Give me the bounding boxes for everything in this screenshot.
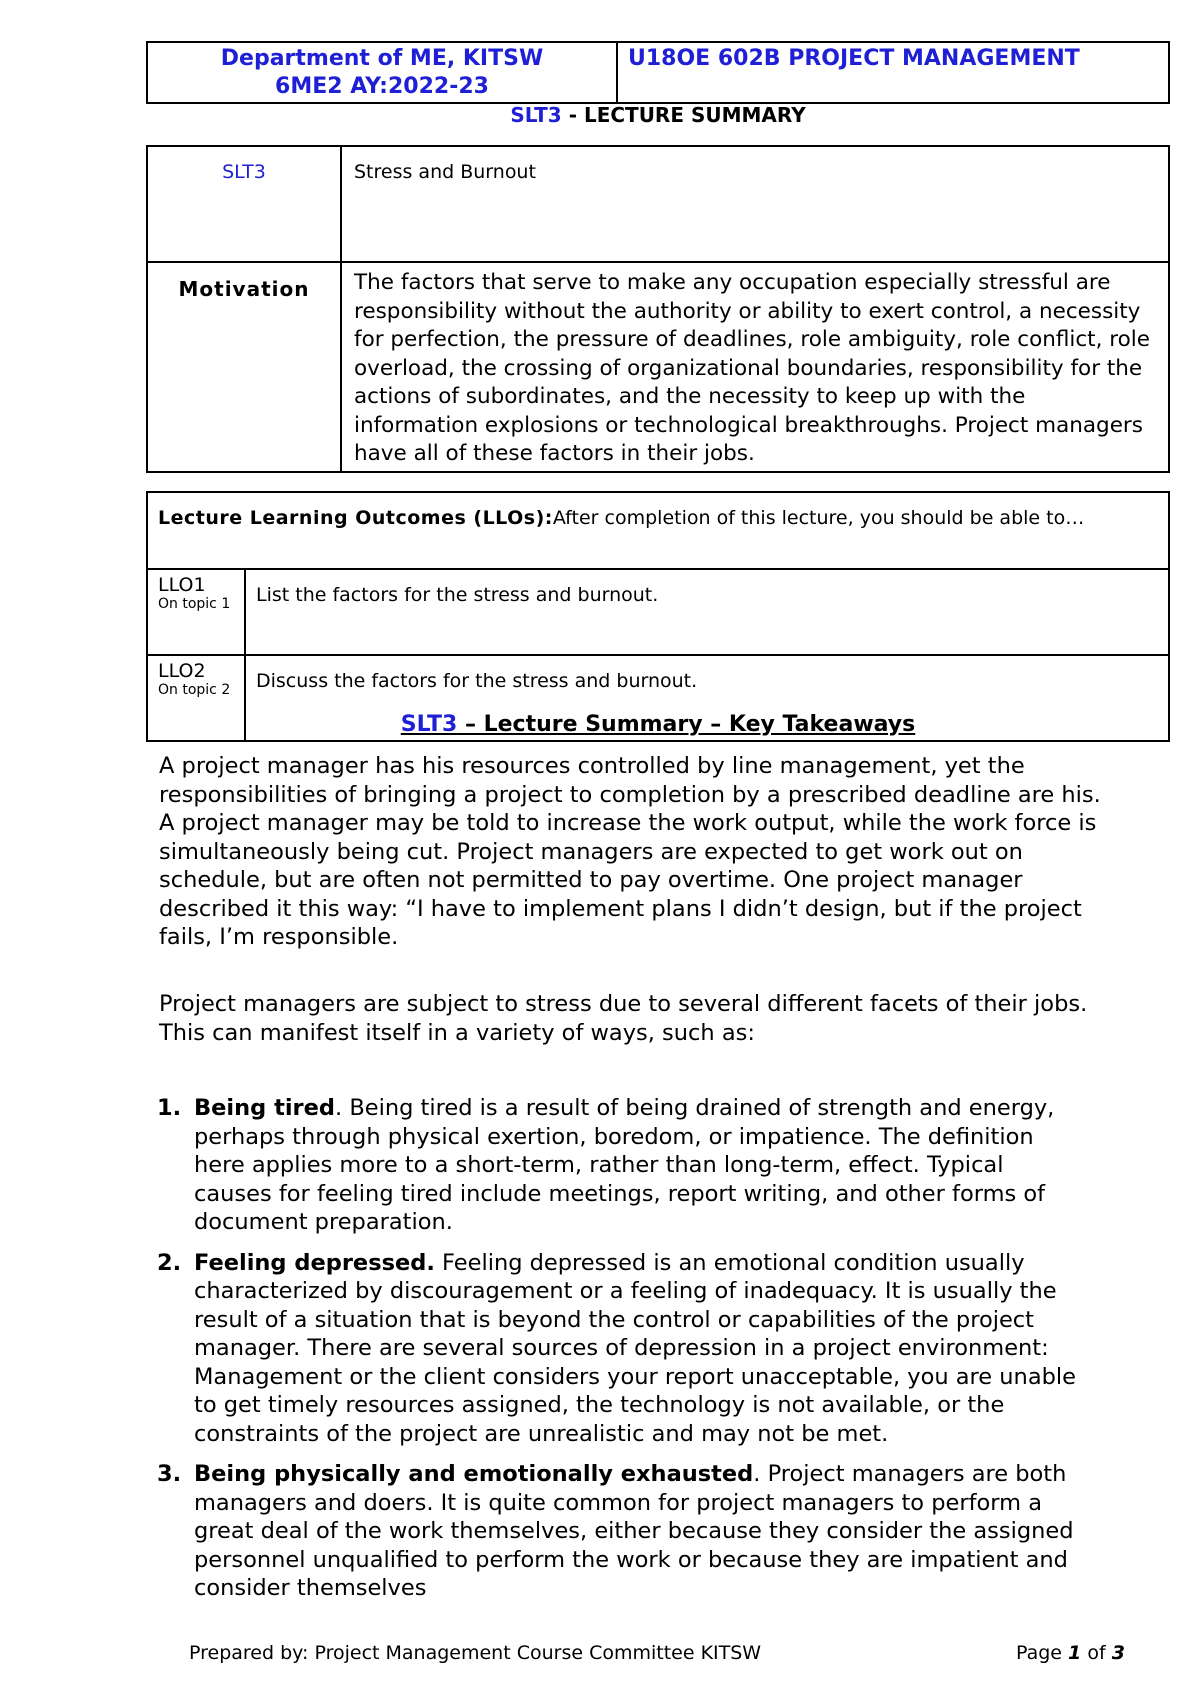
- llo-row: [147, 569, 1169, 655]
- department-cell: [147, 42, 617, 103]
- list-number: 1.: [157, 1095, 182, 1121]
- motivation-text: The factors that serve to make any occupation especially stressful are responsibility without the authority or ability to exert control, a necessity for perfection, the pressure of deadlines, role ambiguity, role conflict, role overload, the crossing of organizational boundaries, responsibility for the actions of subordinates, and the necessity to keep up with the information explosions or technological breakthroughs. Project managers have all of these factors in their jobs.: [341, 262, 1169, 472]
- llo-intro: [147, 492, 1169, 569]
- llo-code: LLO1: [158, 574, 206, 596]
- current-page: 1: [1068, 1642, 1082, 1664]
- total-pages: 3: [1111, 1642, 1125, 1664]
- llo-code: LLO2: [158, 660, 206, 682]
- list-item: [159, 1460, 1079, 1603]
- llo-code-cell: [147, 569, 245, 655]
- llo-description: Discuss the factors for the stress and burnout.: [245, 655, 1169, 741]
- slt-label: SLT3: [147, 146, 341, 262]
- body-paragraph: A project manager has his resources controlled by line management, yet the responsibilities of bringing a project to completion by a prescribed deadline are his. A project manager may be told to increase the work output, while the work force is simultaneously being cut. Project managers are expected to get work out on schedule, but are often not permitted to pay overtime. One project manager described it this way: “I have to implement plans I didn’t design, but if the project fails, I’m responsible.: [159, 753, 1101, 950]
- llo-intro-heading: Lecture Learning Outcomes (LLOs):: [158, 507, 553, 529]
- summary-title: [146, 103, 1170, 127]
- course-title: U18OE 602B PROJECT MANAGEMENT: [617, 42, 1169, 103]
- llo-topic: On topic 2: [158, 682, 231, 698]
- list-item: [159, 1249, 1079, 1449]
- lecture-info-table: [146, 145, 1170, 473]
- list-number: 3.: [157, 1461, 182, 1487]
- llo-table: [146, 491, 1170, 742]
- department-name: Department of ME, KITSW: [220, 46, 544, 71]
- page-number: [1016, 1642, 1125, 1664]
- prepared-by: Prepared by: Project Management Course Committee KITSW: [189, 1642, 762, 1664]
- takeaways-title-slt: SLT3: [400, 712, 458, 737]
- list-item-text: . Being tired is a result of being drained of strength and energy, perhaps through physical exertion, boredom, or impatience. The definition here applies more to a short-term, rather than long-term, effect. Typical causes for feeling tired include meetings, report writing, and other forms of document preparation.: [194, 1095, 1055, 1235]
- takeaways-title-rest: – Lecture Summary – Key Takeaways: [457, 712, 916, 737]
- llo-description: List the factors for the stress and burnout.: [245, 569, 1169, 655]
- list-item-heading: Being tired: [194, 1095, 336, 1121]
- takeaways-title: [146, 712, 1170, 737]
- list-number: 2.: [157, 1249, 182, 1276]
- summary-title-rest: - LECTURE SUMMARY: [561, 103, 806, 127]
- list-item-text: Feeling depressed is an emotional condition usually characterized by discouragement or a feeling of inadequacy. It is usually the result of a situation that is beyond the control or capabilities of the project manager. There are several sources of depression in a project environment: Management or the client considers your report unacceptable, you are unable to get timely resources assigned, the technology is not available, or the constraints of the project are unrealistic and may not be met.: [194, 1249, 1076, 1447]
- list-item-text: . Project managers are both managers and doers. It is quite common for project managers to perform a great deal of the work themselves, either because they consider the assigned personnel unqualified to perform the work or because they are impatient and consider themselves: [194, 1461, 1074, 1601]
- list-item-heading: Feeling depressed.: [194, 1249, 435, 1276]
- motivation-label: Motivation: [147, 262, 341, 472]
- llo-intro-text: After completion of this lecture, you should be able to…: [552, 507, 1085, 529]
- header-table: [146, 41, 1170, 104]
- stress-manifestations-list: [159, 1094, 1079, 1615]
- summary-title-slt: SLT3: [510, 103, 562, 127]
- page-word: Page: [1016, 1642, 1069, 1664]
- slt-topic: Stress and Burnout: [341, 146, 1169, 262]
- list-item: [159, 1094, 1079, 1237]
- body-paragraph: Project managers are subject to stress due to several different facets of their jobs. This can manifest itself in a variety of ways, such as:: [159, 991, 1088, 1046]
- of-word: of: [1081, 1642, 1112, 1664]
- academic-year: 6ME2 AY:2022-23: [275, 74, 489, 99]
- llo-topic: On topic 1: [158, 596, 231, 612]
- list-item-heading: Being physically and emotionally exhausted: [194, 1461, 754, 1487]
